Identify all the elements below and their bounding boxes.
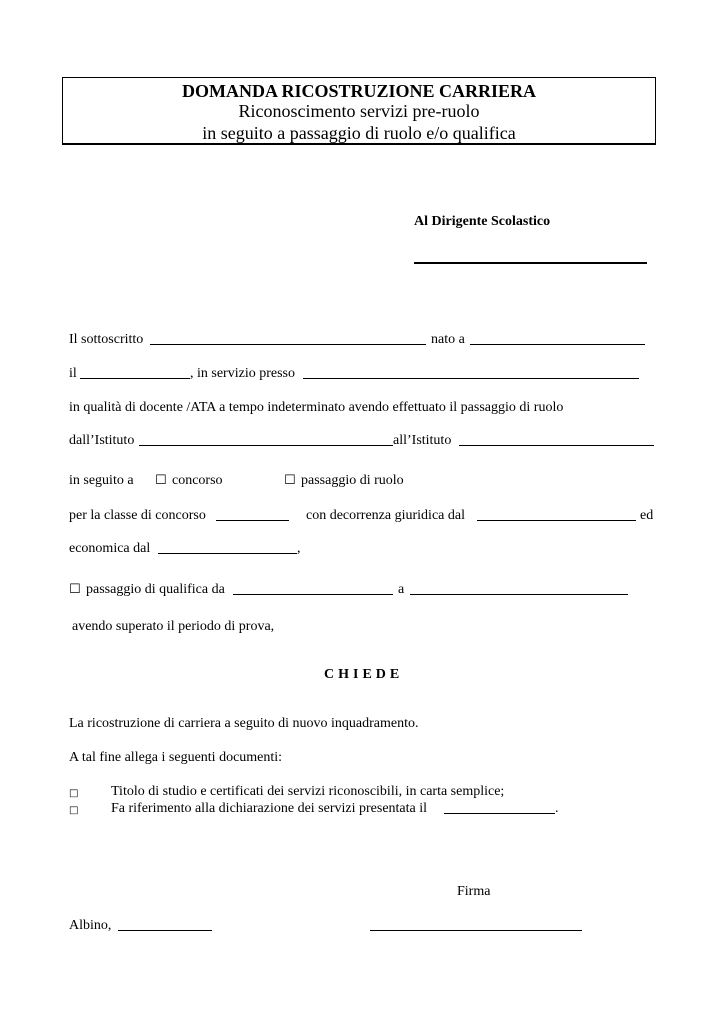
recipient-label: Al Dirigente Scolastico xyxy=(414,214,551,229)
title-box xyxy=(62,77,656,145)
class-field[interactable] xyxy=(216,508,289,521)
to-school-field[interactable] xyxy=(459,433,654,446)
economic-date-label: economica dal xyxy=(69,541,151,556)
service-at-label: , in servizio presso xyxy=(190,366,295,381)
document-title: DOMANDA RICOSTRUZIONE CARRIERA xyxy=(181,81,537,101)
place-label: Albino, xyxy=(69,918,112,933)
document-subtitle-2: in seguito a passaggio di ruolo e/o qualifica xyxy=(202,123,516,143)
and-label: ed xyxy=(640,508,654,523)
qualifica-to-field[interactable] xyxy=(410,582,628,595)
attachment-1-text: Titolo di studio e certificati dei servizi riconoscibili, in carta semplice; xyxy=(111,784,505,799)
concorso-label: concorso xyxy=(172,473,223,488)
from-school-label: dall’Istituto xyxy=(69,433,135,448)
qualifica-from-field[interactable] xyxy=(233,582,393,595)
juridical-date-label: con decorrenza giuridica dal xyxy=(306,508,465,523)
juridical-date-field[interactable] xyxy=(477,508,636,521)
to-school-label: all’Istituto xyxy=(393,433,452,448)
passaggio-ruolo-checkbox[interactable]: ☐ xyxy=(284,473,296,488)
birthdate-field[interactable] xyxy=(80,366,190,379)
recipient-line[interactable] xyxy=(414,262,647,264)
attachment-2-text: Fa riferimento alla dichiarazione dei servizi presentata il xyxy=(111,801,428,816)
probation-statement: avendo superato il periodo di prova, xyxy=(72,619,275,634)
document-subtitle-1: Riconoscimento servizi pre-ruolo xyxy=(238,101,480,121)
role-statement: in qualità di docente /ATA a tempo indeterminato avendo effettuato il passaggio di ruolo xyxy=(69,400,564,415)
class-label: per la classe di concorso xyxy=(69,508,206,523)
qualifica-from-label: passaggio di qualifica da xyxy=(86,582,225,597)
qualifica-to-label: a xyxy=(398,582,405,597)
birthplace-field[interactable] xyxy=(470,332,645,345)
declaration-date-field[interactable] xyxy=(444,801,555,814)
from-school-field[interactable] xyxy=(139,433,393,446)
concorso-checkbox[interactable]: ☐ xyxy=(155,473,167,488)
signature-label: Firma xyxy=(457,884,491,899)
sottoscritto-label: Il sottoscritto xyxy=(69,332,144,347)
attachment-2-bullet[interactable]: □ xyxy=(69,805,79,816)
service-school-field[interactable] xyxy=(303,366,639,379)
name-field[interactable] xyxy=(150,332,426,345)
attachments-intro: A tal fine allega i seguenti documenti: xyxy=(69,750,283,765)
date-field[interactable] xyxy=(118,918,212,931)
passaggio-ruolo-label: passaggio di ruolo xyxy=(301,473,404,488)
request-heading: CHIEDE xyxy=(324,667,404,682)
born-label: nato a xyxy=(431,332,465,347)
economic-date-field[interactable] xyxy=(158,541,297,554)
birthdate-label: il xyxy=(69,366,77,381)
period: . xyxy=(555,801,559,816)
request-text: La ricostruzione di carriera a seguito di nuovo inquadramento. xyxy=(69,716,419,731)
comma: , xyxy=(297,541,301,556)
qualifica-checkbox[interactable]: ☐ xyxy=(69,582,81,597)
following-label: in seguito a xyxy=(69,473,134,488)
signature-field[interactable] xyxy=(370,918,582,931)
attachment-1-bullet[interactable]: □ xyxy=(69,788,79,799)
